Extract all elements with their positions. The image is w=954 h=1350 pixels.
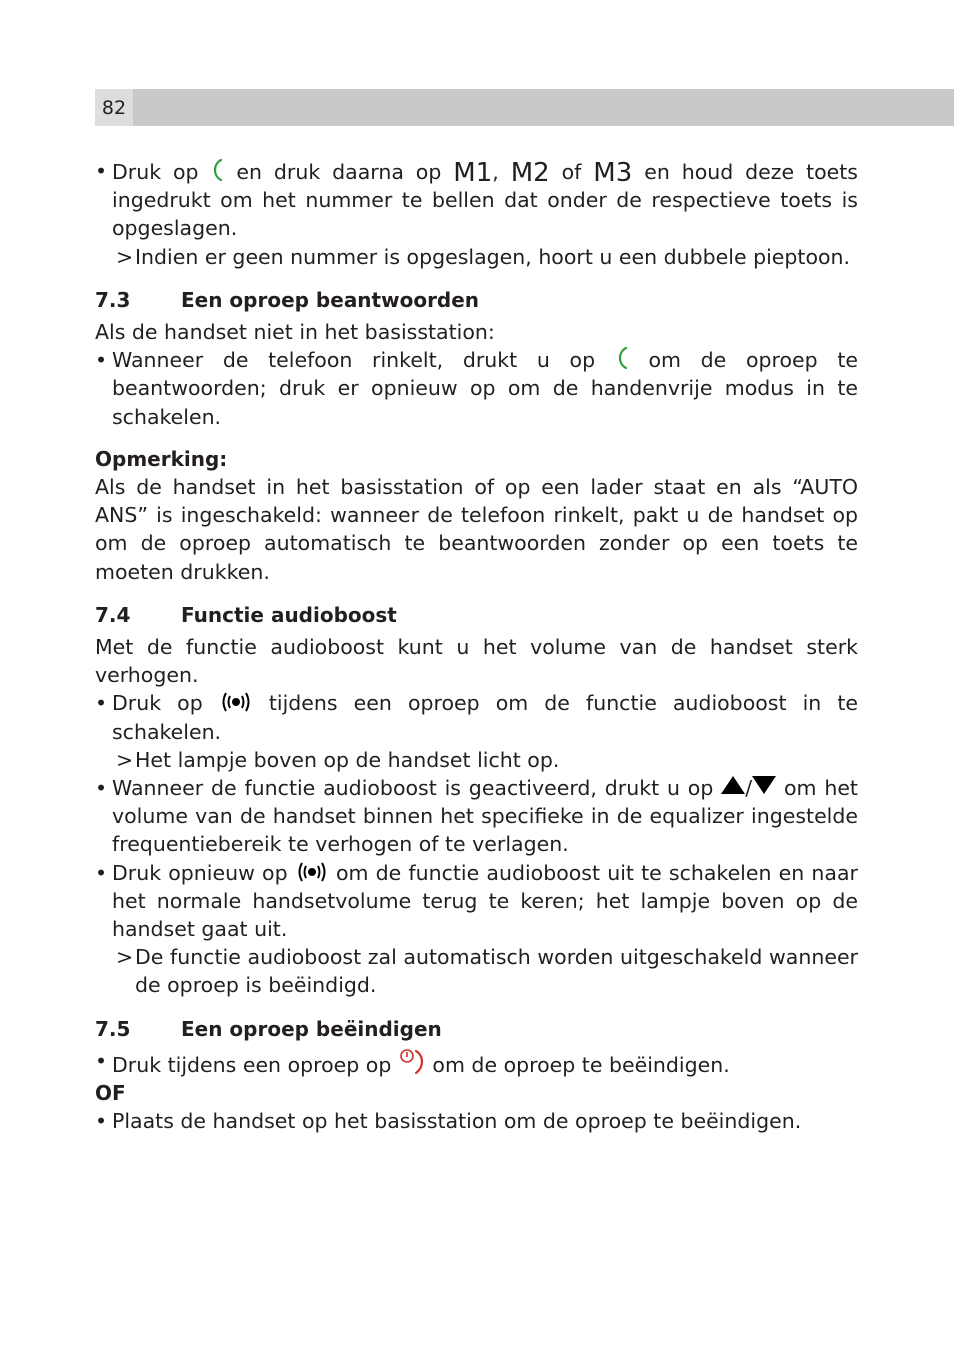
intro-bullet-1 xyxy=(95,157,858,243)
talk-key-icon xyxy=(615,346,629,370)
text: Plaats de handset op het basisstation om de oproep te beëindigen. xyxy=(112,1109,802,1134)
text: Druk op xyxy=(112,691,203,716)
text: Druk opnieuw op xyxy=(112,860,288,885)
text: Wanneer de functie audioboost is geactiveerd, drukt u op xyxy=(112,776,714,801)
s74-bullet-3 xyxy=(95,859,858,944)
manual-content xyxy=(95,157,858,1136)
text: of xyxy=(561,160,582,184)
text: om de oproep te beëindigen. xyxy=(432,1052,730,1077)
result-marker: > xyxy=(116,945,134,970)
text: Het lampje boven op de handset licht op. xyxy=(135,747,560,772)
text: Indien er geen nummer is opgeslagen, hoort u een dubbele pieptoon. xyxy=(135,244,851,269)
page-number: 82 xyxy=(101,97,127,119)
section-number: 7.5 xyxy=(95,1016,131,1041)
section-title: Een oproep beantwoorden xyxy=(181,287,480,312)
text: Wanneer de telefoon rinkelt, drukt u op xyxy=(112,348,596,373)
arrow-up-icon xyxy=(721,776,745,794)
audioboost-key-icon xyxy=(295,861,329,883)
text: Druk op xyxy=(112,160,199,184)
audioboost-key-icon xyxy=(219,691,253,713)
section-number: 7.3 xyxy=(95,287,131,312)
key-m2: M2 xyxy=(510,158,550,188)
section-heading-7-5 xyxy=(95,1015,858,1043)
s74-bullet-2 xyxy=(95,774,858,859)
text: , xyxy=(492,160,499,184)
text: om de oproep te beantwoorden; druk er opnieuw op om de handenvrije modus in te schakelen. xyxy=(112,348,858,429)
note-text: Als de handset in het basisstation of op een lader staat en als “AUTO ANS” is ingeschakeld: wanneer de telefoon rinkelt, pakt u de handset op om de oproep automatisch te beantwoorden zonder op een toets te moeten drukken. xyxy=(95,475,858,584)
text: / xyxy=(745,776,753,801)
intro-result-1 xyxy=(95,243,858,271)
section-number: 7.4 xyxy=(95,602,131,627)
paragraph: Als de handset niet in het basisstation: xyxy=(95,320,495,345)
section-title: Functie audioboost xyxy=(181,602,397,627)
section-title: Een oproep beëindigen xyxy=(181,1016,442,1041)
key-m3: M3 xyxy=(593,158,633,188)
page-number-box xyxy=(95,89,133,126)
s75-bullet-2 xyxy=(95,1107,858,1135)
section-heading-7-3 xyxy=(95,286,858,314)
end-call-key-icon xyxy=(398,1047,426,1075)
result-marker: > xyxy=(116,244,134,269)
text: Druk tijdens een oproep op xyxy=(112,1052,392,1077)
talk-key-icon xyxy=(210,158,224,182)
text: om het volume van de handset binnen het specifieke in de equalizer ingestelde frequentiebereik te verhogen of te verlagen. xyxy=(112,776,858,857)
key-m1: M1 xyxy=(453,158,493,188)
s74-result-2 xyxy=(95,943,858,999)
paragraph: Met de functie audioboost kunt u het volume van de handset sterk verhogen. xyxy=(95,635,858,688)
text: De functie audioboost zal automatisch worden uitgeschakeld wanneer de oproep is beëindigd. xyxy=(135,945,858,998)
s73-bullet-1 xyxy=(95,346,858,431)
result-marker: > xyxy=(116,747,134,772)
s75-bullet-1 xyxy=(95,1047,858,1079)
text: en druk daarna op xyxy=(236,160,442,184)
section-heading-7-4 xyxy=(95,601,858,629)
text: en houd deze toets ingedrukt om het nummer te bellen dat onder de respectieve toets is opgeslagen. xyxy=(112,160,858,241)
or-label: OF xyxy=(95,1081,126,1106)
arrow-down-icon xyxy=(752,776,776,794)
text: om de functie audioboost uit te schakelen en naar het normale handsetvolume terug te keren; het lampje boven op de handset gaat uit. xyxy=(112,860,858,942)
text: tijdens een oproep om de functie audioboost in te schakelen. xyxy=(112,691,858,744)
s74-result-1 xyxy=(95,746,858,774)
s74-bullet-1 xyxy=(95,689,858,745)
note-label: Opmerking: xyxy=(95,446,228,471)
header-bar xyxy=(95,89,954,126)
